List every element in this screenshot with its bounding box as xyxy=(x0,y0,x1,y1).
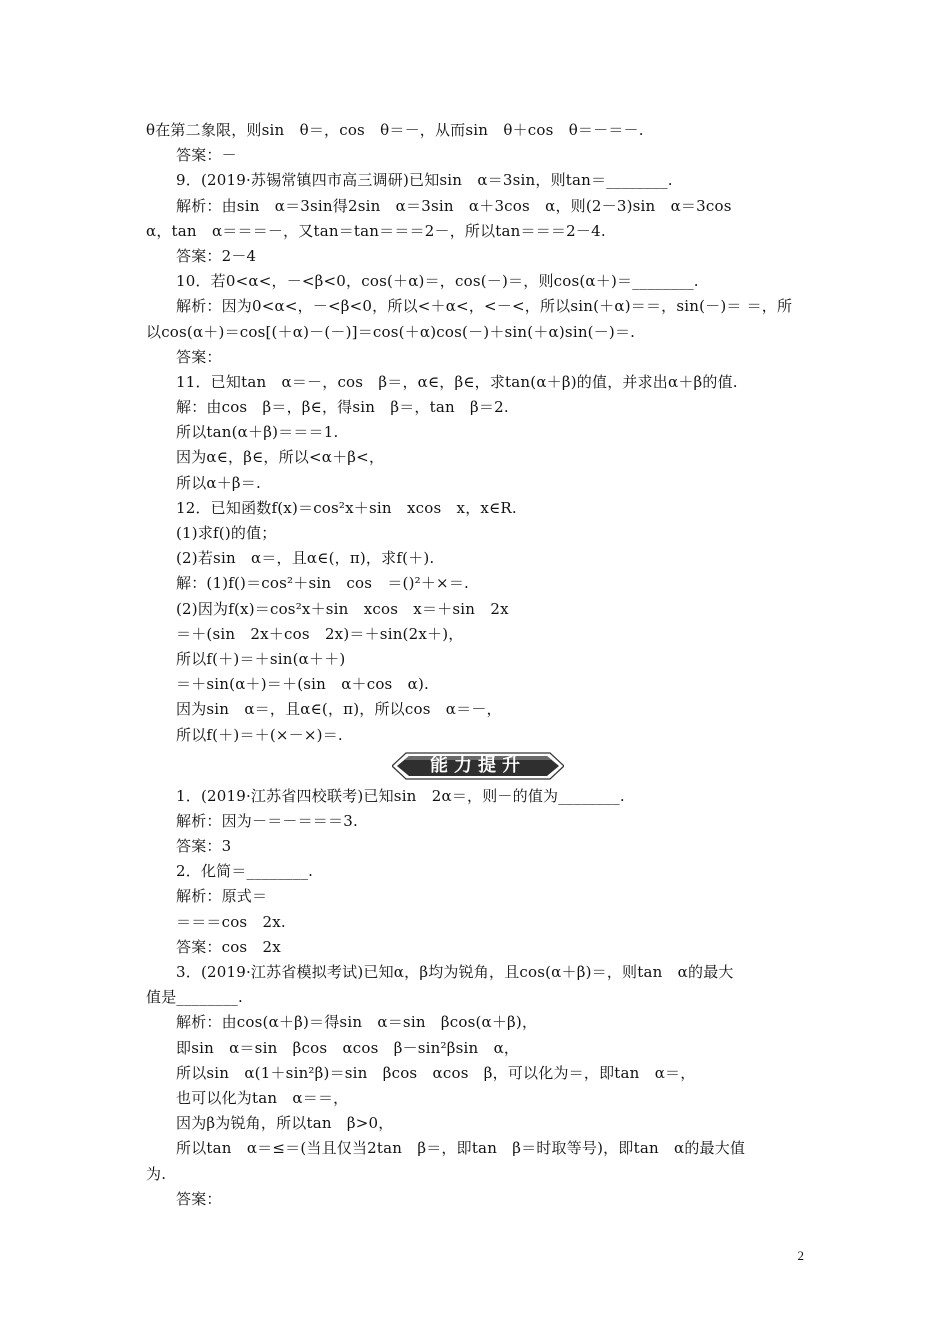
page-number: 2 xyxy=(797,1248,804,1263)
solution-line: 所以f(＋)＝＋sin(α＋＋) xyxy=(176,649,346,668)
solution-line: 解析：由cos(α＋β)＝得sin α＝sin βcos(α＋β)， xyxy=(176,1013,538,1032)
solution-line: 解析：由sin α＝3sin得2sin α＝3sin α＋3cos α，则(2－3)sin α＝3cos xyxy=(176,196,732,215)
page-content xyxy=(146,118,810,1212)
problem-line: 3．(2019·江苏省模拟考试)已知α，β均为锐角，且cos(α＋β)＝，则tan α的最大 xyxy=(176,963,734,981)
solution-line: 解析：因为－＝－＝＝＝3. xyxy=(176,811,358,830)
solution-line: 以cos(α＋)＝cos[(＋α)－(－)]＝cos(＋α)cos(－)＋sin(＋α)sin(－)＝. xyxy=(146,322,636,341)
solution-line: 所以tan α＝≤＝(当且仅当2tan β＝，即tan β＝时取等号)，即tan α的最大值 xyxy=(176,1139,746,1158)
text-line: θ在第二象限，则sin θ＝，cos θ＝－，从而sin θ＋cos θ＝－＝－. xyxy=(146,121,644,139)
problem-line: 10．若0<α<，－<β<0，cos(＋α)＝，cos(－)＝，则cos(α＋)＝________. xyxy=(176,272,699,291)
solution-line: 因为β为锐角，所以tan β>0， xyxy=(176,1114,394,1133)
problem-line: 2．化简＝________. xyxy=(176,862,314,881)
solution-line: 因为α∈，β∈，所以<α＋β<， xyxy=(176,448,385,467)
answer-line: 答案：2－4 xyxy=(176,246,257,265)
answer-line: 答案：－ xyxy=(176,146,237,165)
banner-badge xyxy=(392,752,564,780)
solution-line: 解：由cos β＝，β∈，得sin β＝，tan β＝2. xyxy=(176,398,509,417)
section-banner xyxy=(146,748,810,784)
problem-line: 11．已知tan α＝－，cos β＝，α∈，β∈，求tan(α＋β)的值，并求出α＋β的值. xyxy=(176,372,738,391)
solution-line: 所以α＋β＝. xyxy=(176,473,261,492)
solution-line: 因为sin α＝，且α∈(，π)，所以cos α＝－， xyxy=(176,700,502,719)
answer-line: 答案： xyxy=(176,347,222,366)
solution-line: ＝＋(sin 2x＋cos 2x)＝＋sin(2x＋)， xyxy=(176,624,464,643)
solution-line: α，tan α＝＝＝－，又tan＝tan＝＝＝2－，所以tan＝＝＝2－4. xyxy=(146,221,606,240)
solution-line: 所以tan(α＋β)＝＝＝1. xyxy=(176,423,339,442)
problem-line: 9．(2019·苏锡常镇四市高三调研)已知sin α＝3sin，则tan＝________. xyxy=(176,171,673,190)
answer-line: 答案：3 xyxy=(176,837,232,856)
solution-line: ＝＝＝cos 2x. xyxy=(176,912,286,931)
answer-line: 答案：cos 2x xyxy=(176,937,281,956)
solution-line: 所以sin α(1＋sin²β)＝sin βcos αcos β，可以化为＝，即tan α＝， xyxy=(176,1063,696,1082)
solution-line: (2)因为f(x)＝cos²x＋sin xcos x＝＋sin 2x xyxy=(176,599,509,618)
answer-line: 答案： xyxy=(176,1189,222,1208)
solution-line: 解析：原式＝ xyxy=(176,887,268,906)
problem-line: 12．已知函数f(x)＝cos²x＋sin xcos x，x∈R. xyxy=(176,498,517,517)
section-title: 能力提升 xyxy=(430,754,526,776)
solution-line: 即sin α＝sin βcos αcos β－sin²βsin α， xyxy=(176,1038,520,1057)
problem-line: 值是________. xyxy=(146,988,243,1007)
solution-line: ＝＋sin(α＋)＝＋(sin α＋cos α). xyxy=(176,675,430,694)
solution-line: 解析：因为0<α<，－<β<0，所以<＋α<，<－<，所以sin(＋α)＝＝，sin(－)＝ ＝，所 xyxy=(176,297,793,316)
solution-line: 解：(1)f()＝cos²＋sin cos ＝()²＋×＝. xyxy=(176,574,469,593)
problem-line: 1．(2019·江苏省四校联考)已知sin 2α＝，则－的值为________. xyxy=(176,786,625,805)
problem-line: (1)求f()的值； xyxy=(176,524,277,542)
problem-line: (2)若sin α＝，且α∈(，π)，求f(＋). xyxy=(176,549,435,568)
solution-line: 也可以化为tan α＝＝， xyxy=(176,1088,349,1107)
solution-line: 所以f(＋)＝＋(×－×)＝. xyxy=(176,725,343,744)
solution-line: 为. xyxy=(146,1164,167,1183)
